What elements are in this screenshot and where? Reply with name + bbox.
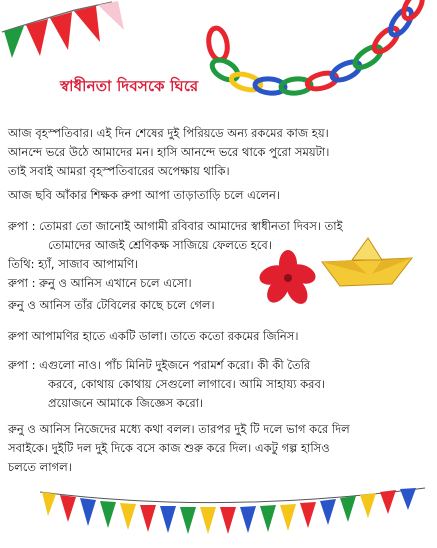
- paper-chain-icon: [0, 0, 437, 120]
- text-line: আনন্দে ভরে উঠে আমাদের মন। হাসি আনন্দে ভরে থাকে পুরো সময়টা।: [8, 145, 330, 159]
- text-line: চলতে লাগল।: [8, 460, 72, 474]
- dialogue-rupa-2: [8, 356, 426, 413]
- text-line: আজ ছবি আঁকার শিক্ষক রুপা আপা তাড়াতাড়ি চলে এলেন।: [8, 188, 280, 202]
- text-line: তাই সবাই আমরা বৃহস্পতিবারের অপেক্ষায় থাকি।: [8, 164, 230, 178]
- text-line: প্রয়োজনে আমাকে জিজ্ঞেস করো।: [48, 396, 204, 410]
- paragraph-basket: [8, 327, 426, 346]
- paragraph-groups: [8, 420, 426, 477]
- text-line: রুপা আপামণির হাতে একটি ডালা। তাতে কতো রকমের জিনিস।: [8, 329, 299, 343]
- text-line: তোমাদের আজই শ্রেণিকক্ষ সাজিয়ে ফেলতে হবে।: [48, 238, 272, 252]
- dialogue-rupa-1: [8, 217, 426, 293]
- text-line: সবাইকে। দুইটি দল দুই দিকে বসে কাজ শুরু করে দিল। একটু গল্প হাসিও: [8, 441, 330, 455]
- text-line: রুনু ও আনিস তাঁর টেবিলের কাছে চলে গেল।: [8, 298, 215, 312]
- paragraph-teacher-arrives: [8, 186, 426, 205]
- paragraph-runu-anis: [8, 296, 426, 315]
- text-line: রুপা : রুনু ও আনিস এখানে চলে এসো।: [8, 276, 192, 290]
- page-title: স্বাধীনতা দিবসকে ঘিরে: [60, 77, 199, 95]
- text-line: রুপা : এগুলো নাও। পাঁচ মিনিট দুইজনে পরামর্শ করো। কী কী তৈরি: [8, 358, 311, 372]
- text-line: আজ বৃহস্পতিবার। এই দিন শেষের দুই পিরিয়ডে অন্য রকমের কাজ হয়।: [8, 126, 329, 140]
- text-line: করবে, কোথায় কোথায় সেগুলো লাগাবে। আমি সাহায্য করব।: [48, 377, 325, 391]
- paragraph-intro: [8, 124, 426, 181]
- text-line: রুপা : তোমরা তো জানোই আগামী রবিবার আমাদের স্বাধীনতা দিবস। তাই: [8, 219, 343, 233]
- text-line: রুনু ও আনিস নিজেদের মধ্যে কথা বলল। তারপর দুই টি দলে ভাগ করে দিল: [8, 422, 350, 436]
- text-line: তিথি: হ্যাঁ, সাজাব আপামণি।: [8, 257, 139, 271]
